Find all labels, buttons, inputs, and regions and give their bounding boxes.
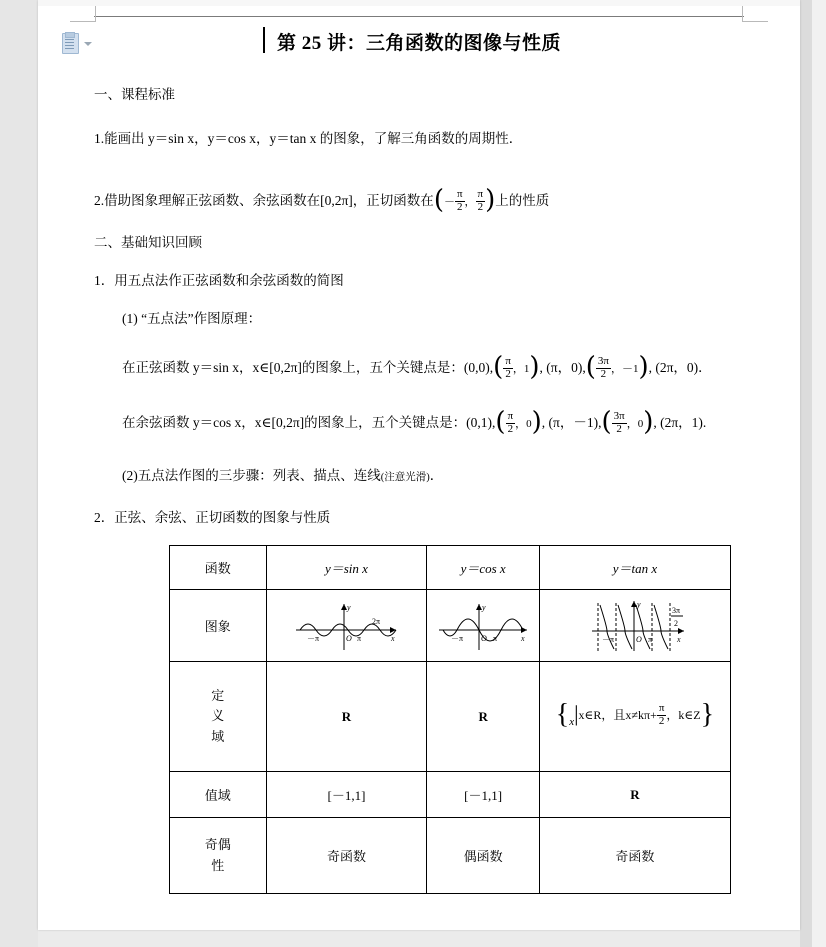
properties-table xyxy=(169,545,731,894)
paragraph-cosine-points xyxy=(122,407,707,438)
row-label-domain-char-3: 域 xyxy=(211,728,225,744)
sine-points-lead: 在正弦函数 y＝sin x，x∈[0,2π]的图象上，五个关键点是：(0,0), xyxy=(122,360,494,376)
cell-tangent-graph xyxy=(539,590,730,662)
interval-left-sign: － xyxy=(443,196,455,209)
sine-point-2: ( $\frac{3\pi}{2}$ ，－1) xyxy=(585,352,649,383)
paragraph-3: 1．用五点法作正弦函数和余弦函数的简图 xyxy=(94,273,344,288)
row-label-domain xyxy=(170,662,267,772)
cell-parity-sin: 奇函数 xyxy=(266,818,427,894)
svg-text:O: O xyxy=(481,633,487,643)
document-page xyxy=(38,0,800,930)
paragraph-8: 2．正弦、余弦、正切函数的图象与性质 xyxy=(94,510,331,525)
cell-range-cos: [－1,1] xyxy=(427,772,539,818)
row-label-domain-char-1: 定 xyxy=(211,688,225,704)
table-header-tan: y＝tan x xyxy=(539,546,730,590)
svg-text:x: x xyxy=(391,633,396,643)
table-row-graphs xyxy=(170,590,731,662)
cosine-points-tail: , (2π，1). xyxy=(653,415,707,431)
paragraph-steps xyxy=(122,466,443,486)
sine-points-mid: , (π，0), xyxy=(539,360,586,376)
vertical-scrollbar[interactable] xyxy=(812,0,826,947)
table-row-range xyxy=(170,772,731,818)
row-label-graph: 图象 xyxy=(170,590,267,662)
cell-parity-tan: 奇函数 xyxy=(539,818,730,894)
svg-text:y: y xyxy=(347,602,352,612)
cell-domain-tan: {$_x|x\in R$，且x≠kπ+ $\frac{\pi}{2}$ ，k∈Z} xyxy=(539,662,730,772)
margin-mark-top-left xyxy=(70,6,96,22)
svg-text:π: π xyxy=(647,634,652,644)
paragraph-4: (1) “五点法”作图原理： xyxy=(122,311,262,326)
sine-graph xyxy=(286,600,406,652)
cosine-point-1: ( $\frac{\pi}{2}$ ，0) xyxy=(495,407,542,438)
table-row-parity xyxy=(170,818,731,894)
table-header-cos: y＝cos x xyxy=(427,546,539,590)
steps-period: ． xyxy=(429,468,444,483)
paragraph-2-tail: 上的性质 xyxy=(495,193,550,209)
table-header-function: 函数 xyxy=(170,546,267,590)
sine-point-1: ( $\frac{\pi}{2}$ ，1) xyxy=(493,352,540,383)
cosine-graph xyxy=(433,600,533,652)
table-header-sin: y＝sin x xyxy=(266,546,427,590)
set-close-brace: } xyxy=(700,699,715,731)
table-row-domain xyxy=(170,662,731,772)
heading-basics-review: 二、基础知识回顾 xyxy=(94,235,202,250)
svg-text:O: O xyxy=(635,634,642,644)
row-label-range: 值域 xyxy=(170,772,267,818)
table-header-row xyxy=(170,546,731,590)
paragraph-sine-points xyxy=(122,352,712,383)
cosine-point-2: ( $\frac{3\pi}{2}$ ，0) xyxy=(601,407,654,438)
cosine-points-mid: , (π，－1), xyxy=(541,415,602,431)
cell-parity-cos: 偶函数 xyxy=(427,818,539,894)
sine-points-tail: , (2π，0)． xyxy=(648,360,712,376)
cell-range-sin: [－1,1] xyxy=(266,772,427,818)
svg-text:2: 2 xyxy=(673,618,678,628)
cell-domain-sin: R xyxy=(266,662,427,772)
left-gutter xyxy=(0,0,38,947)
svg-text:2π: 2π xyxy=(372,616,381,626)
svg-text:π: π xyxy=(357,633,362,643)
row-label-domain-char-2: 义 xyxy=(211,708,225,724)
paragraph-2-lead: 2.借助图象理解正弦函数、余弦函数在[0,2π]，正切函数在 xyxy=(94,193,434,209)
set-open-brace: { xyxy=(555,699,570,731)
svg-text:y: y xyxy=(482,602,486,612)
margin-mark-top-right xyxy=(742,6,768,22)
svg-text:－π: －π xyxy=(601,634,614,644)
tangent-graph xyxy=(576,597,694,655)
paragraph-1-text: 1.能画出 y＝sin x，y＝cos x，y＝tan x 的图象，了解三角函数的周期性． xyxy=(94,131,523,146)
svg-text:x: x xyxy=(521,633,525,643)
svg-text:－π: －π xyxy=(307,633,320,643)
header-rule-line xyxy=(94,16,744,17)
svg-text:O: O xyxy=(346,633,353,643)
cosine-points-lead: 在余弦函数 y＝cos x，x∈[0,2π]的图象上，五个关键点是：(0,1), xyxy=(122,415,496,431)
row-label-parity-char-1: 奇偶 xyxy=(204,837,231,853)
paragraph-2 xyxy=(94,185,550,216)
svg-text:x: x xyxy=(676,634,681,644)
row-label-parity-char-2: 性 xyxy=(211,857,225,873)
svg-text:3π: 3π xyxy=(671,605,680,615)
svg-text:－π: －π xyxy=(451,633,464,643)
cell-domain-cos: R xyxy=(427,662,539,772)
interval-right-fraction: $\frac{\pi}{2}$ xyxy=(477,188,484,213)
interval-notation: (－ $\frac{\pi}{2}$ ， $\frac{\pi}{2}$ ) xyxy=(433,185,496,216)
cell-sine-graph xyxy=(266,590,427,662)
cell-cosine-graph xyxy=(427,590,539,662)
svg-text:π: π xyxy=(493,633,498,643)
interval-left-fraction: $\frac{\pi}{2}$ xyxy=(456,188,463,213)
heading-course-standard: 一、课程标准 xyxy=(94,87,175,102)
cell-range-tan: R xyxy=(539,772,730,818)
steps-text: (2)五点法作图的三步骤：列表、描点、连线 xyxy=(122,468,381,483)
paragraph-1 xyxy=(94,129,522,149)
steps-note: (注意光滑) xyxy=(380,472,430,483)
right-gutter xyxy=(800,0,812,947)
svg-text:y: y xyxy=(636,599,641,609)
page-top-strip xyxy=(38,0,800,6)
page-title: 第 25 讲：三角函数的图像与性质 xyxy=(276,33,561,54)
row-label-parity xyxy=(170,818,267,894)
